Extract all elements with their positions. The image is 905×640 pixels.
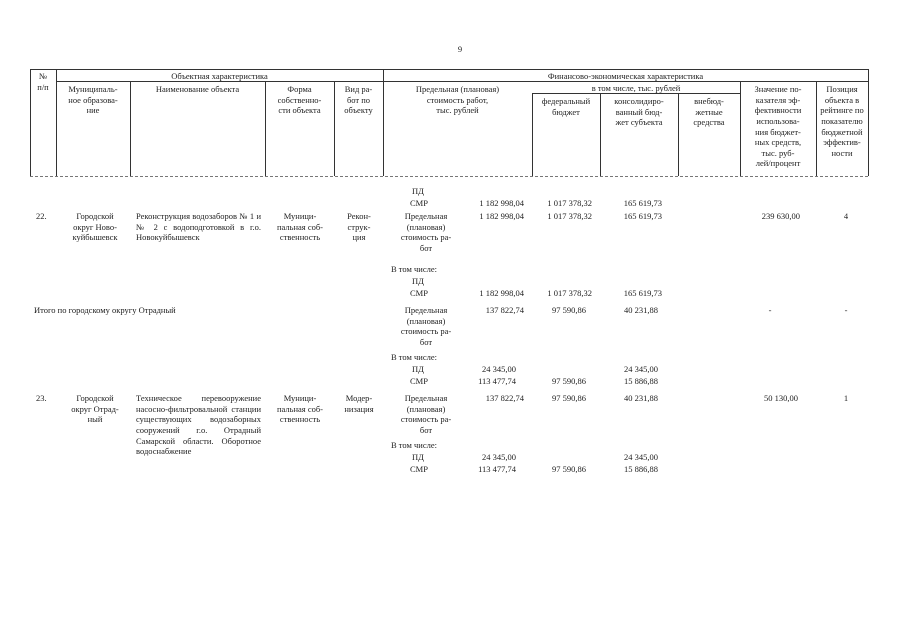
- header-planned-cost: Предельная (плановая) стоимость работ, тыс. рублей: [415, 84, 500, 116]
- subtotal-pd-label: ПД: [412, 364, 424, 374]
- row-pd-consolidated: 24 345,00: [624, 452, 658, 462]
- row-consolidated: 165 619,73: [623, 211, 662, 221]
- row-smr-total: 1 182 998,04: [479, 288, 524, 298]
- header-object-group: Объектная характеристика: [171, 71, 268, 81]
- top-smr-consolidated: 165 619,73: [623, 198, 662, 208]
- header-number: № п/п: [37, 71, 49, 92]
- subtotal-smr-consolidated: 15 886,88: [624, 376, 658, 386]
- subtotal-rating: -: [844, 305, 848, 315]
- row-federal: 97 590,86: [552, 393, 586, 403]
- row-work-type: Модер- низация: [344, 393, 374, 414]
- header-federal: федеральный бюджет: [541, 96, 591, 117]
- top-smr-federal: 1 017 378,32: [547, 198, 592, 208]
- subtotal-total: 137 822,74: [485, 305, 524, 315]
- row-work-type: Рекон- струк- ция: [347, 211, 371, 243]
- header-including: в том числе, тыс. рублей: [591, 83, 681, 93]
- top-smr-total: 1 182 998,04: [479, 198, 524, 208]
- subtotal-efficiency: -: [768, 305, 772, 315]
- row-pd-total: 24 345,00: [482, 452, 516, 462]
- row-pd-label: ПД: [412, 452, 424, 462]
- row-smr-consolidated: 15 886,88: [624, 464, 658, 474]
- subtotal-pd-consolidated: 24 345,00: [624, 364, 658, 374]
- top-pd-label: ПД: [412, 186, 424, 196]
- row-cost-label: Предельная (плановая) стоимость ра- бот: [400, 211, 452, 253]
- row-ownership: Муници- пальная соб- ственность: [276, 393, 324, 425]
- page-number: 9: [457, 44, 463, 54]
- row-smr-total: 113 477,74: [478, 464, 516, 474]
- row-rating: 1: [843, 393, 849, 403]
- header-work-type: Вид ра- бот по объекту: [344, 84, 373, 116]
- subtotal-consolidated: 40 231,88: [624, 305, 658, 315]
- header-object-name: Наименование объекта: [155, 84, 240, 94]
- row-rating: 4: [843, 211, 849, 221]
- row-total: 1 182 998,04: [479, 211, 524, 221]
- row-smr-label: СМР: [410, 288, 428, 298]
- subtotal-smr-label: СМР: [410, 376, 428, 386]
- row-smr-consolidated: 165 619,73: [623, 288, 662, 298]
- row-municipality: Городской округ Ново- куйбышевск: [72, 211, 118, 243]
- row-federal: 1 017 378,32: [547, 211, 592, 221]
- row-smr-federal: 97 590,86: [552, 464, 586, 474]
- row-total: 137 822,74: [485, 393, 524, 403]
- subtotal-including-label: В том числе:: [391, 352, 437, 362]
- row-efficiency: 239 630,00: [761, 211, 800, 221]
- header-municipality: Муниципаль- ное образова- ние: [68, 84, 118, 116]
- row-ownership: Муници- пальная соб- ственность: [276, 211, 324, 243]
- subtotal-smr-total: 113 477,74: [478, 376, 516, 386]
- subtotal-federal: 97 590,86: [552, 305, 586, 315]
- header-finance-group: Финансово-экономическая характеристика: [547, 71, 704, 81]
- header-rating: Позиция объекта в рейтинге по показателю бюджетной эффектив- ности: [820, 84, 864, 158]
- header-efficiency: Значение по- казателя эф- фективности использова- ния бюджет- ных средств, тыс. руб- лей/процент: [754, 84, 802, 169]
- subtotal-label: Итого по городскому округу Отрадный: [34, 305, 176, 315]
- row-including-label: В том числе:: [391, 440, 437, 450]
- subtotal-pd-total: 24 345,00: [482, 364, 516, 374]
- row-object-name: Техническое перевооружение насосно-фильтровальной станции существующих водозаборных сооружений г.о. Отрадный Самарской области. Оборотное водоснабжение: [136, 393, 261, 457]
- row-efficiency: 50 130,00: [764, 393, 798, 403]
- row-cost-label: Предельная (плановая) стоимость ра- бот: [400, 393, 452, 435]
- header-extrabudget: внебюд- жетные средства: [693, 96, 725, 128]
- subtotal-cost-label: Предельная (плановая) стоимость ра- бот: [400, 305, 452, 347]
- row-number: 23.: [36, 393, 47, 403]
- row-number: 22.: [36, 211, 47, 221]
- header-ownership: Форма собственно- сти объекта: [277, 84, 322, 116]
- header-consolidated: консолидиро- ванный бюд- жет субъекта: [614, 96, 664, 128]
- row-municipality: Городской округ Отрад- ный: [71, 393, 119, 425]
- row-including-label: В том числе:: [391, 264, 437, 274]
- row-consolidated: 40 231,88: [624, 393, 658, 403]
- row-smr-label: СМР: [410, 464, 428, 474]
- row-object-name: Реконструкция водозаборов № 1 и № 2 с водоподготовкой в г.о. Новокуйбышевск: [136, 211, 261, 243]
- row-smr-federal: 1 017 378,32: [547, 288, 592, 298]
- top-smr-label: СМР: [410, 198, 428, 208]
- subtotal-smr-federal: 97 590,86: [552, 376, 586, 386]
- row-pd-label: ПД: [412, 276, 424, 286]
